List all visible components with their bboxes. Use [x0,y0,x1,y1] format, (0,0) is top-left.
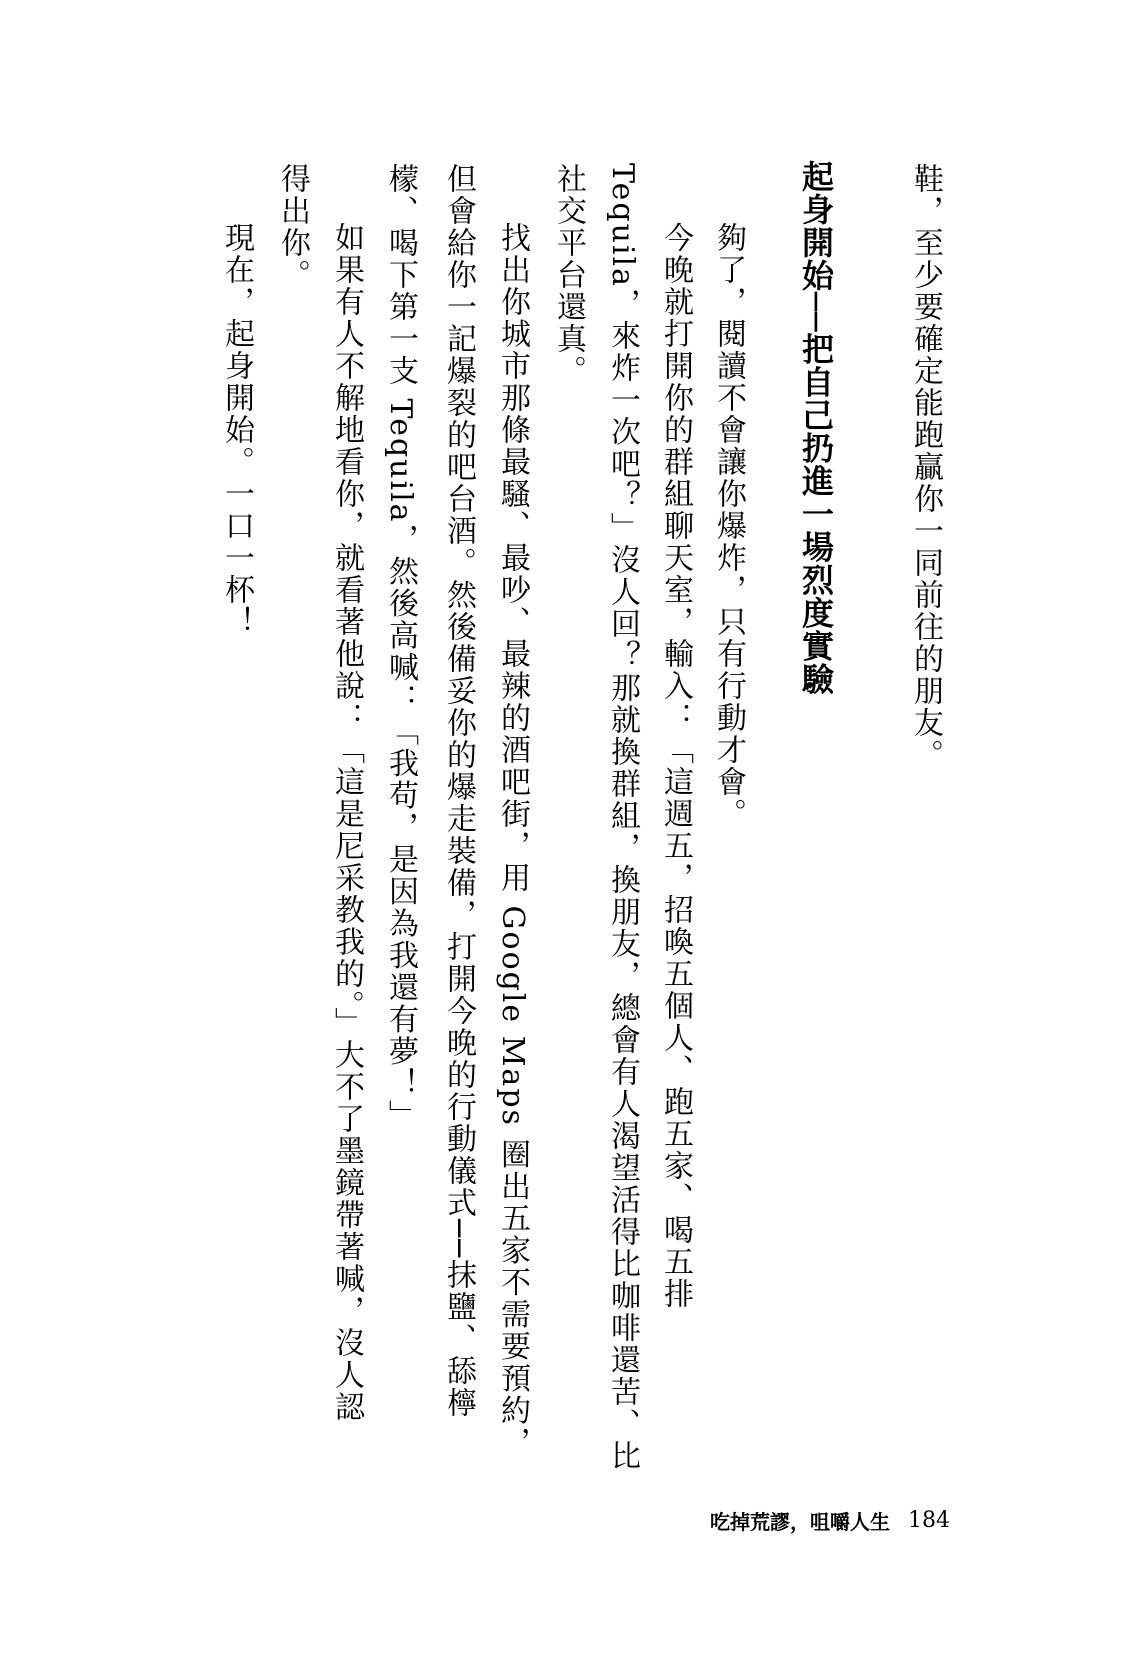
text-column-12: 現在，起身開始。一口一杯！ [219,222,254,638]
section-heading: 起身開始──把自己扔進一場烈度實驗 [797,160,835,696]
text-column-1: 鞋，至少要確定能跑贏你一同前往的朋友。 [908,163,943,771]
running-title: 吃掉荒謬，咀嚼人生 [710,1509,890,1534]
page-footer [710,1505,950,1535]
text-column-6: 社交平台還真。 [551,163,586,387]
text-column-3: 夠了，閱讀不會讓你爆炸，只有行動才會。 [711,222,746,830]
text-column-5: Tequila，來炸一次吧？」沒人回？那就換群組，換朋友，總會有人渴望活得比咖啡還苦、比 [605,163,640,1473]
text-column-10: 如果有人不解地看你，就看著他說：「這是尼采教我的。」大不了墨鏡帶著喊，沒人認 [329,222,364,1423]
page-number: 184 [908,1507,950,1533]
text-column-8: 但會給你一記爆裂的吧台酒。然後備妥你的爆走裝備，打開今晚的行動儀式──抹鹽、舔檸 [441,163,476,1420]
text-column-11: 得出你。 [275,163,310,291]
text-column-4: 今晚就打開你的群組聊天室，輸入：「這週五，招喚五個人、跑五家、喝五排 [658,222,693,1310]
text-column-9: 檬、喝下第一支 Tequila，然後高喊：「我苟，是因為我還有夢！」 [383,163,418,1132]
text-column-7: 找出你城市那條最騷、最吵、最辣的酒吧街，用 Google Maps 圈出五家不需要預約， [495,222,530,1459]
